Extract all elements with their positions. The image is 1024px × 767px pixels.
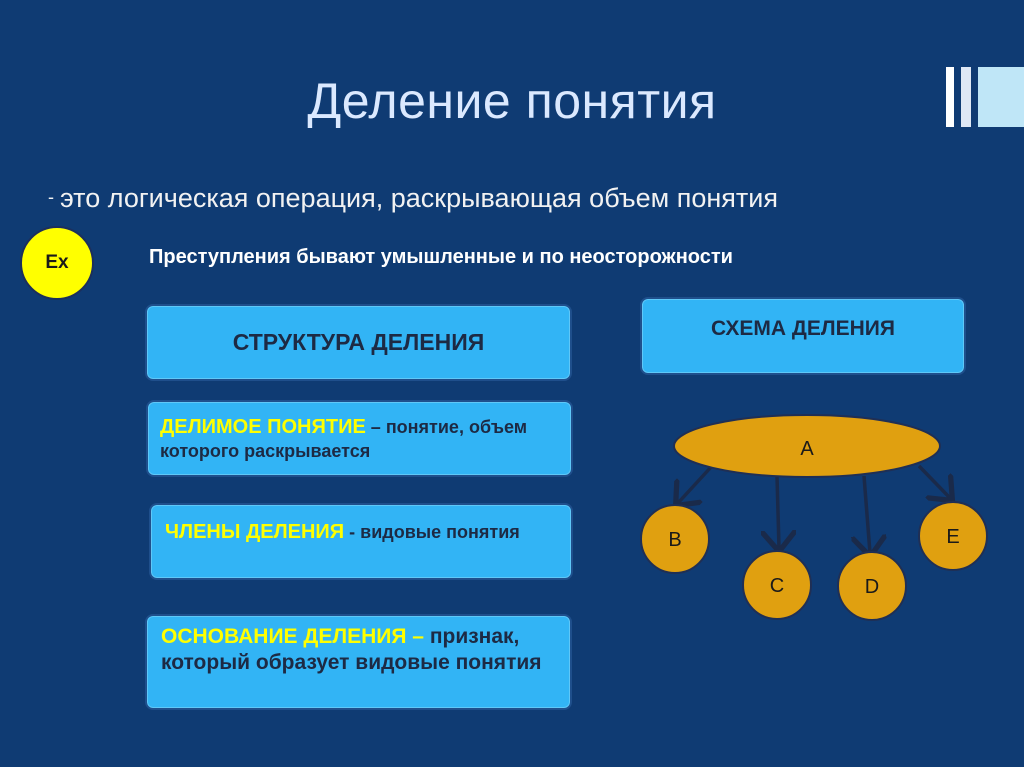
item-separator: – (406, 625, 430, 648)
structure-heading: СТРУКТУРА ДЕЛЕНИЯ (232, 329, 485, 355)
scheme-heading: СХЕМА ДЕЛЕНИЯ (711, 317, 895, 340)
node-c-label: C (769, 575, 785, 597)
item-separator: – (365, 417, 386, 437)
item-description: признак, который образует видовые понятия (161, 625, 542, 674)
example-badge: Ex (20, 226, 94, 300)
node-root-label: A (800, 438, 814, 460)
node-e-label: E (946, 526, 960, 548)
arrow-a-to-e (919, 466, 950, 498)
item-term: ОСНОВАНИЕ ДЕЛЕНИЯ (161, 625, 407, 648)
slide-title: Деление понятия (307, 73, 717, 129)
item-description: видовые понятия (360, 522, 520, 542)
arrow-a-to-c (777, 476, 779, 548)
arrow-a-to-b (678, 466, 712, 503)
item-separator: - (344, 522, 361, 542)
node-d-label: D (864, 576, 880, 598)
definition-dash: - (48, 187, 54, 207)
arrow-a-to-d (864, 476, 870, 553)
example-text: Преступления бывают умышленные и по неосторожности (149, 246, 733, 268)
node-b-label: B (668, 529, 682, 551)
definition-body: это логическая операция, раскрывающая объем понятия (60, 183, 778, 213)
item-term: ЧЛЕНЫ ДЕЛЕНИЯ (165, 521, 345, 543)
item-term: ДЕЛИМОЕ ПОНЯТИЕ (160, 416, 366, 438)
item-description: понятие, объем которого раскрывается (160, 417, 528, 461)
